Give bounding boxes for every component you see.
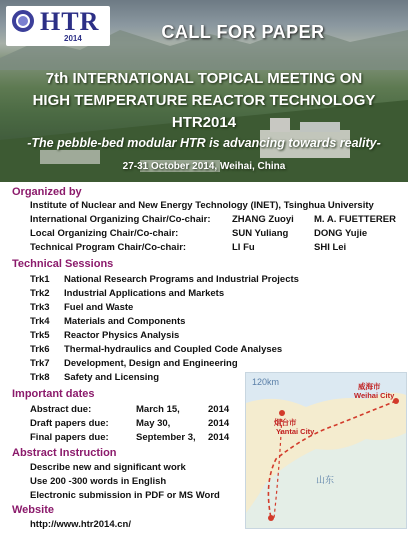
date-value: September 3,	[136, 432, 196, 443]
track-name: Materials and Components	[64, 316, 186, 327]
organized-heading: Organized by	[12, 186, 82, 198]
header-banner	[0, 0, 408, 182]
track-id: Trk5	[30, 330, 50, 341]
date-label: Final papers due:	[30, 432, 109, 443]
date-year: 2014	[208, 418, 230, 429]
organizer-institute: Institute of Nuclear and New Energy Technology (INET), Tsinghua University	[30, 200, 374, 211]
org-chair-2: SUN Yuliang	[232, 228, 289, 239]
org-role-2: Local Organizing Chair/Co-chair:	[30, 228, 179, 239]
track-id: Trk1	[30, 274, 50, 285]
dates-heading: Important dates	[12, 388, 95, 400]
abstract-heading: Abstract Instruction	[12, 447, 117, 459]
meeting-title-line1: 7th INTERNATIONAL TOPICAL MEETING ON	[45, 70, 363, 87]
track-name: Thermal-hydraulics and Coupled Code Analyses	[64, 344, 283, 355]
track-name: Fuel and Waste	[64, 302, 134, 313]
abstract-line: Electronic submission in PDF or MS Word	[30, 490, 220, 501]
meeting-subtitle: -The pebble-bed modular HTR is advancing towards reality-	[27, 136, 381, 150]
date-label: Abstract due:	[30, 404, 92, 415]
website-heading: Website	[12, 504, 54, 516]
map-label-yantai-cn: 烟台市	[274, 418, 297, 427]
org-chair-3: LI Fu	[232, 242, 255, 253]
track-id: Trk7	[30, 358, 50, 369]
technical-heading: Technical Sessions	[12, 258, 114, 270]
htr-logo	[6, 6, 110, 46]
org-role-1: International Organizing Chair/Co-chair:	[30, 214, 211, 225]
org-cochair-1: M. A. FUETTERER	[314, 214, 396, 225]
track-id: Trk6	[30, 344, 50, 355]
map-label-yantai: Yantai City	[276, 427, 315, 436]
meeting-date-place: 27-31 October 2014, Weihai, China	[122, 161, 286, 172]
track-name: Industrial Applications and Markets	[64, 288, 225, 299]
track-name: National Research Programs and Industrial Projects	[64, 274, 299, 285]
track-id: Trk2	[30, 288, 50, 299]
date-year: 2014	[208, 404, 230, 415]
org-cochair-2: DONG Yujie	[314, 228, 368, 239]
org-chair-1: ZHANG Zuoyi	[232, 214, 294, 225]
map-label-province: 山东	[316, 475, 335, 485]
meeting-title-line3: HTR2014	[171, 114, 237, 131]
abstract-line: Describe new and significant work	[30, 462, 186, 473]
track-id: Trk4	[30, 316, 50, 327]
track-name: Development, Design and Engineering	[64, 358, 238, 369]
location-map	[245, 372, 407, 529]
logo-year: 2014	[64, 34, 82, 43]
track-id: Trk3	[30, 302, 50, 313]
org-cochair-3: SHI Lei	[314, 242, 347, 253]
track-id: Trk8	[30, 372, 50, 383]
org-role-3: Technical Program Chair/Co-chair:	[30, 242, 187, 253]
map-label-weihai: Weihai City	[354, 391, 395, 400]
track-name: Safety and Licensing	[64, 372, 160, 383]
date-year: 2014	[208, 432, 230, 443]
date-value: May 30,	[136, 418, 171, 429]
date-label: Draft papers due:	[30, 418, 109, 429]
meeting-title-line2: HIGH TEMPERATURE REACTOR TECHNOLOGY	[32, 92, 376, 109]
date-value: March 15,	[136, 404, 180, 415]
map-label-weihai-cn: 威海市	[358, 382, 381, 391]
track-name: Reactor Physics Analysis	[64, 330, 180, 341]
abstract-line: Use 200 -300 words in English	[30, 476, 167, 487]
logo-text: HTR	[40, 7, 100, 36]
website-link[interactable]: http://www.htr2014.cn/	[30, 519, 131, 530]
map-label-distance: 120km	[252, 377, 280, 387]
call-for-paper-heading: CALL FOR PAPER	[161, 22, 325, 42]
